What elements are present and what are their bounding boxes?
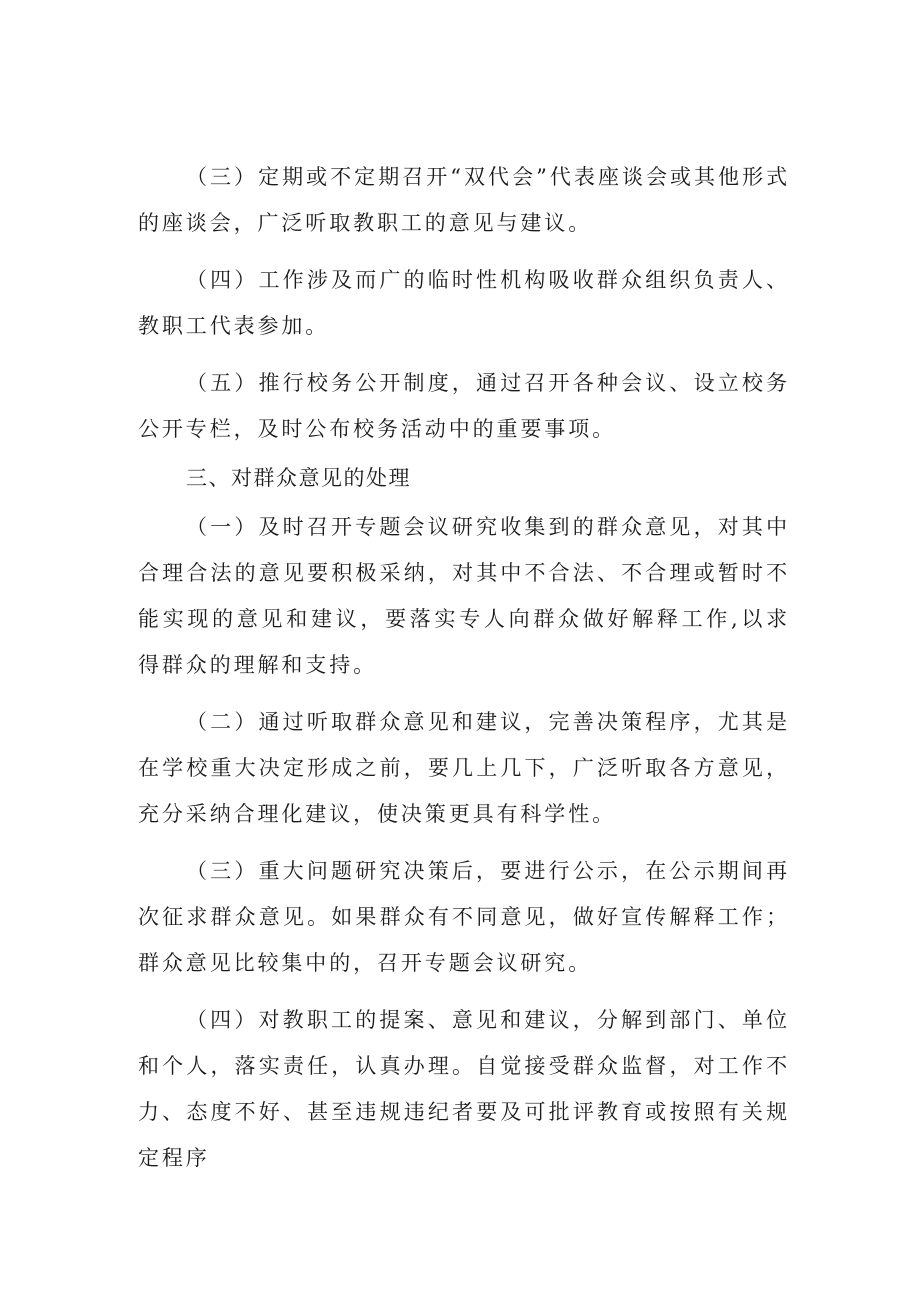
paragraph-item-3: （三）定期或不定期召开“双代会”代表座谈会或其他形式的座谈会，广泛听取教职工的意见与建议。 [138,165,790,235]
paragraph-item-5: （五）推行校务公开制度，通过召开各种会议、设立校务公开专栏，及时公布校务活动中的重要事项。 [138,371,790,441]
paragraph-handling-1: （一）及时召开专题会议研究收集到的群众意见，对其中合理合法的意见要积极采纳，对其中不合法、不合理或暂时不能实现的意见和建议，要落实专人向群众做好解释工作,以求得群众的理解和支持。 [138,515,790,677]
paragraph-handling-3: （三）重大问题研究决策后，要进行公示，在公示期间再次征求群众意见。如果群众有不同意见，做好宣传解释工作；群众意见比较集中的，召开专题会议研究。 [138,859,790,975]
document-body [138,154,790,1181]
paragraph-item-4: （四）工作涉及而广的临时性机构吸收群众组织负责人、教职工代表参加。 [138,268,790,338]
paragraph-handling-4: （四）对教职工的提案、意见和建议，分解到部门、单位和个人，落实责任，认真办理。自觉接受群众监督，对工作不力、态度不好、甚至违规违纪者要及可批评教育或按照有关规定程序 [138,1008,790,1170]
paragraph-handling-2: （二）通过听取群众意见和建议，完善决策程序，尤其是在学校重大决定形成之前，要几上几下，广泛听取各方意见，充分采纳合理化建议，使决策更具有科学性。 [138,710,790,826]
section-heading: 三、对群众意见的处理 [186,466,411,490]
